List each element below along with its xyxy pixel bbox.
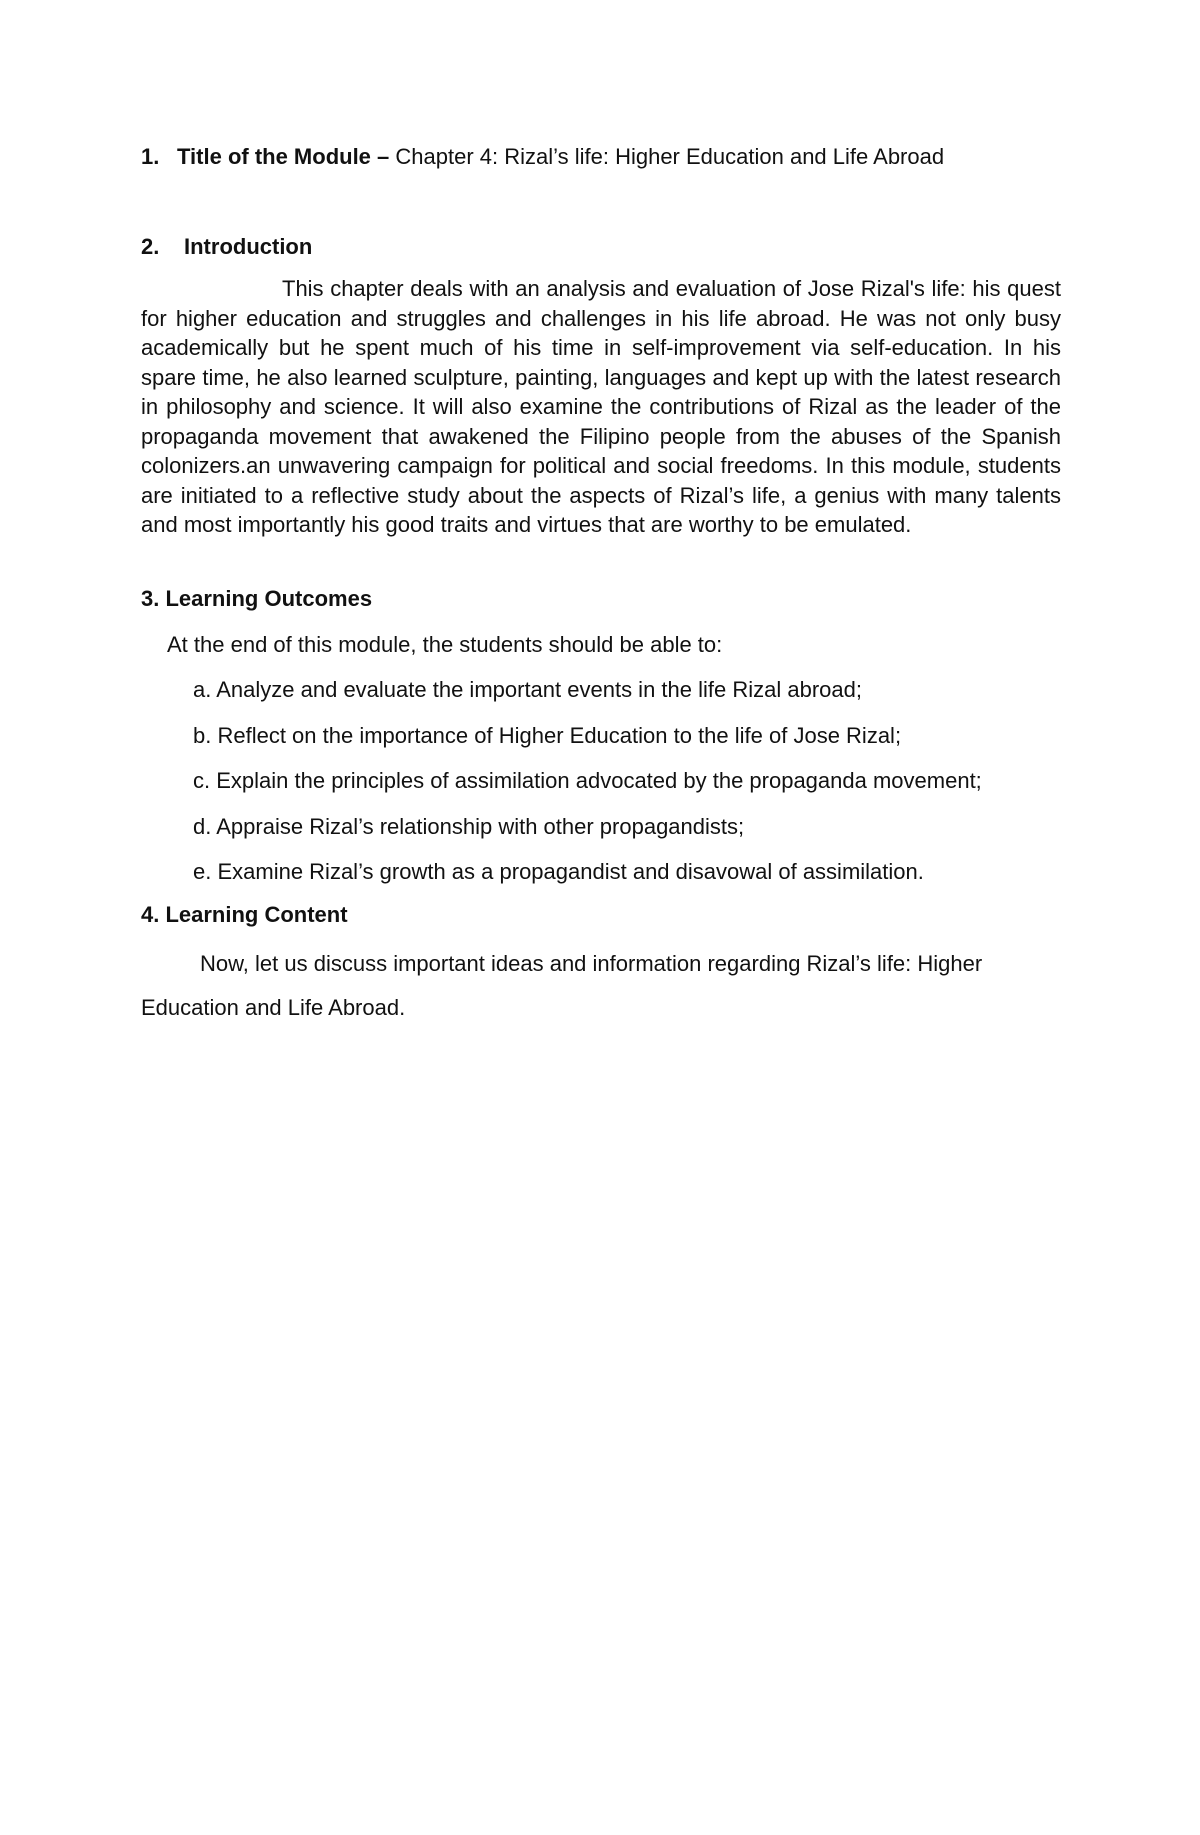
learning-outcomes-lead: At the end of this module, the students should be able to: [167, 632, 723, 657]
introduction-label: Introduction [184, 234, 313, 259]
module-title-text: Chapter 4: Rizal’s life: Higher Education and Life Abroad [395, 144, 945, 169]
list-item: a. Analyze and evaluate the important events in the life Rizal abroad; [193, 677, 862, 702]
list-item: e. Examine Rizal’s growth as a propagandist and disavowal of assimilation. [193, 859, 924, 884]
learning-content-heading: 4. Learning Content [141, 902, 348, 927]
section-number: 2. [141, 234, 160, 259]
learning-content-paragraph: Now, let us discuss important ideas and information regarding Rizal’s life: Higher Education and Life Abroad. [141, 951, 983, 1020]
section-number: 1. [141, 144, 160, 169]
list-item: c. Explain the principles of assimilation advocated by the propaganda movement; [193, 768, 982, 793]
list-item: b. Reflect on the importance of Higher Education to the life of Jose Rizal; [193, 722, 902, 748]
introduction-heading [141, 232, 312, 262]
introduction-paragraph: This chapter deals with an analysis and evaluation of Jose Rizal's life: his quest for higher education and struggles and challenges in his life abroad. He was not only busy academically but he spent much of his time in self-improvement via self-education. In his spare time, he also learned sculpture, painting, languages and kept up with the latest research in philosophy and science. It will also examine the contributions of Rizal as the leader of the propaganda movement that awakened the Filipino people from the abuses of the Spanish colonizers.an unwavering campaign for political and social freedoms. In this module, students are initiated to a reflective study about the aspects of Rizal’s life, a genius with many talents and most importantly his good traits and virtues that are worthy to be emulated. [141, 276, 1061, 537]
learning-outcomes-heading: 3. Learning Outcomes [141, 586, 373, 611]
list-item: d. Appraise Rizal’s relationship with other propagandists; [193, 813, 745, 839]
module-title-label: Title of the Module – [177, 144, 390, 169]
learning-outcomes-list [193, 675, 982, 903]
module-title-heading [141, 142, 944, 172]
